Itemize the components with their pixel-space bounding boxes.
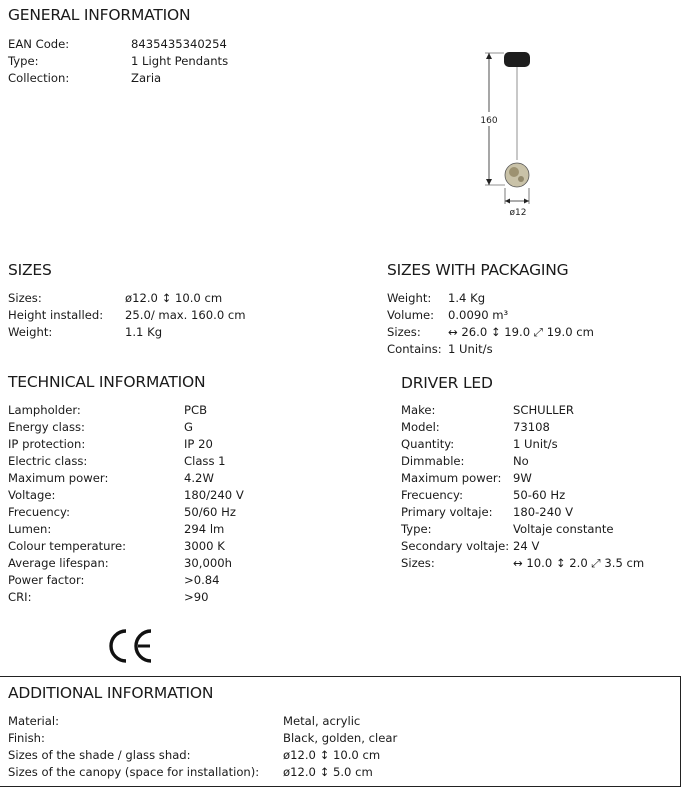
general-row-collection: [8, 70, 228, 87]
driver-model-label: Model:: [401, 420, 440, 434]
driver-frequency-label: Frecuency:: [401, 488, 463, 502]
technical-row: [8, 521, 244, 538]
type-label: Type:: [8, 54, 39, 68]
driver-dimmable-label: Dimmable:: [401, 454, 465, 468]
collection-value: Zaria: [131, 71, 162, 85]
cri-value: >90: [184, 590, 209, 604]
packaging-sizes-value: ↔ 26.0 ↕ 19.0 ⤢ 19.0 cm: [448, 325, 594, 339]
driver-maximum-power-value: 9W: [513, 471, 532, 485]
material-label: Material:: [8, 714, 60, 728]
driver-row: [401, 521, 644, 538]
driver-frequency-value: 50-60 Hz: [513, 488, 566, 502]
driver-make-value: SCHULLER: [513, 403, 574, 417]
pendant-dimension-drawing: [470, 42, 550, 222]
packaging-row: [387, 290, 594, 307]
general-row-type: [8, 53, 228, 70]
additional-row: [8, 730, 397, 747]
driver-secondary-voltage-label: Secondary voltaje:: [401, 539, 510, 553]
technical-row: [8, 504, 244, 521]
general-information-table: [8, 36, 228, 87]
technical-row: [8, 436, 244, 453]
sizes-row: [8, 324, 246, 341]
arrow-up-icon: [486, 53, 492, 59]
diameter-dimension-label: ø12: [509, 208, 527, 218]
driver-row: [401, 504, 644, 521]
driver-led-heading: DRIVER LED: [401, 374, 493, 392]
voltage-label: Voltage:: [8, 488, 56, 502]
finish-label: Finish:: [8, 731, 45, 745]
ean-value: 8435435340254: [131, 37, 227, 51]
energy-class-value: G: [184, 420, 193, 434]
voltage-value: 180/240 V: [184, 488, 244, 502]
weight-label: Weight:: [8, 325, 53, 339]
driver-row: [401, 436, 644, 453]
height-installed-label: Height installed:: [8, 308, 104, 322]
ip-protection-value: IP 20: [184, 437, 213, 451]
electric-class-label: Electric class:: [8, 454, 88, 468]
arrow-right-icon: [524, 199, 529, 204]
technical-row: [8, 555, 244, 572]
finish-value: Black, golden, clear: [283, 731, 398, 745]
colour-temperature-value: 3000 K: [184, 539, 225, 553]
additional-row: [8, 713, 397, 730]
sizes-value: ø12.0 ↕ 10.0 cm: [125, 291, 223, 305]
canopy-shape: [504, 52, 530, 67]
frequency-value: 50/60 Hz: [184, 505, 236, 519]
packaging-heading: SIZES WITH PACKAGING: [387, 261, 569, 279]
shade-sizes-label: Sizes of the shade / glass shad:: [8, 748, 191, 762]
technical-information-table: [8, 402, 244, 606]
arrow-down-icon: [486, 179, 492, 185]
technical-row: [8, 419, 244, 436]
driver-row: [401, 419, 644, 436]
driver-led-table: [401, 402, 644, 572]
cri-label: CRI:: [8, 590, 32, 604]
power-factor-label: Power factor:: [8, 573, 85, 587]
packaging-row: [387, 307, 594, 324]
sizes-row: [8, 290, 246, 307]
driver-sizes-label: Sizes:: [401, 556, 435, 570]
packaging-volume-label: Volume:: [387, 308, 435, 322]
lampholder-value: PCB: [184, 403, 208, 417]
canopy-sizes-label: Sizes of the canopy (space for installation):: [8, 765, 260, 779]
power-factor-value: >0.84: [184, 573, 220, 587]
general-information-heading: GENERAL INFORMATION: [8, 6, 191, 24]
driver-quantity-value: 1 Unit/s: [513, 437, 558, 451]
driver-make-label: Make:: [401, 403, 436, 417]
technical-row: [8, 538, 244, 555]
packaging-weight-label: Weight:: [387, 291, 432, 305]
collection-label: Collection:: [8, 71, 70, 85]
lampholder-label: Lampholder:: [8, 403, 81, 417]
ce-mark-icon: [107, 627, 157, 665]
driver-sizes-value: ↔ 10.0 ↕ 2.0 ⤢ 3.5 cm: [513, 556, 645, 570]
technical-row: [8, 453, 244, 470]
driver-primary-voltage-label: Primary voltaje:: [401, 505, 493, 519]
packaging-weight-value: 1.4 Kg: [448, 291, 486, 305]
additional-row: [8, 747, 397, 764]
packaging-table: [387, 290, 594, 358]
lumen-value: 294 lm: [184, 522, 225, 536]
technical-row: [8, 470, 244, 487]
height-installed-value: 25.0/ max. 160.0 cm: [125, 308, 246, 322]
additional-info-bottom-divider: [0, 786, 681, 787]
arrow-left-icon: [505, 199, 510, 204]
maximum-power-label: Maximum power:: [8, 471, 109, 485]
driver-row: [401, 487, 644, 504]
driver-primary-voltage-value: 180-240 V: [513, 505, 574, 519]
maximum-power-value: 4.2W: [184, 471, 214, 485]
height-dimension-label: 160: [480, 116, 498, 126]
sizes-row: [8, 307, 246, 324]
driver-model-value: 73108: [513, 420, 550, 434]
shade-sizes-value: ø12.0 ↕ 10.0 cm: [283, 748, 381, 762]
type-value: 1 Light Pendants: [131, 54, 229, 68]
additional-information-heading: ADDITIONAL INFORMATION: [8, 684, 214, 702]
additional-row: [8, 764, 397, 781]
sizes-label: Sizes:: [8, 291, 42, 305]
driver-row: [401, 538, 644, 555]
colour-temperature-label: Colour temperature:: [8, 539, 127, 553]
sizes-heading: SIZES: [8, 261, 52, 279]
driver-type-label: Type:: [401, 522, 432, 536]
driver-secondary-voltage-value: 24 V: [513, 539, 540, 553]
average-lifespan-label: Average lifespan:: [8, 556, 109, 570]
packaging-contains-label: Contains:: [387, 342, 442, 356]
driver-dimmable-value: No: [513, 454, 529, 468]
material-value: Metal, acrylic: [283, 714, 361, 728]
average-lifespan-value: 30,000h: [184, 556, 232, 570]
packaging-sizes-label: Sizes:: [387, 325, 421, 339]
energy-class-label: Energy class:: [8, 420, 85, 434]
technical-row: [8, 589, 244, 606]
packaging-row: [387, 324, 594, 341]
frequency-label: Frecuency:: [8, 505, 70, 519]
ip-protection-label: IP protection:: [8, 437, 86, 451]
technical-row: [8, 572, 244, 589]
technical-row: [8, 487, 244, 504]
lumen-label: Lumen:: [8, 522, 52, 536]
technical-information-heading: TECHNICAL INFORMATION: [8, 373, 206, 391]
canopy-sizes-value: ø12.0 ↕ 5.0 cm: [283, 765, 373, 779]
sizes-table: [8, 290, 246, 341]
electric-class-value: Class 1: [184, 454, 226, 468]
driver-type-value: Voltaje constante: [513, 522, 614, 536]
driver-row: [401, 402, 644, 419]
ean-label: EAN Code:: [8, 37, 70, 51]
additional-info-top-divider: [0, 676, 681, 677]
packaging-contains-value: 1 Unit/s: [448, 342, 493, 356]
weight-value: 1.1 Kg: [125, 325, 163, 339]
driver-row: [401, 453, 644, 470]
driver-row: [401, 555, 644, 572]
driver-row: [401, 470, 644, 487]
technical-row: [8, 402, 244, 419]
packaging-volume-value: 0.0090 m³: [448, 308, 509, 322]
driver-quantity-label: Quantity:: [401, 437, 455, 451]
general-row-ean: [8, 36, 228, 53]
packaging-row: [387, 341, 594, 358]
additional-information-table: [8, 713, 397, 781]
driver-maximum-power-label: Maximum power:: [401, 471, 502, 485]
